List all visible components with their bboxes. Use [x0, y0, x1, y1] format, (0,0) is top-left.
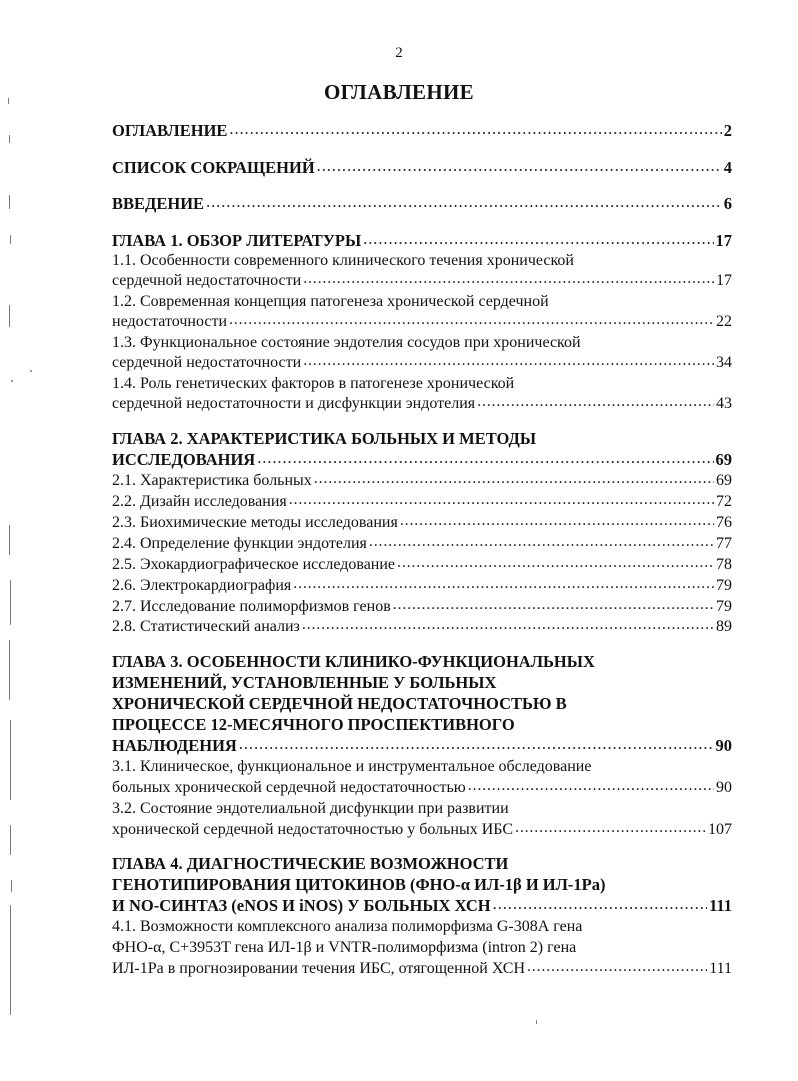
toc-entry-1-1[interactable]	[112, 271, 732, 291]
toc-entry-text: ВВЕДЕНИЕ	[112, 194, 205, 213]
toc-entry-3-2-line1[interactable]	[112, 799, 732, 819]
toc-entry-text: ФНО-α, C+3953T гена ИЛ-1β и VNTR-полиморфизма (intron 2) гена	[112, 939, 577, 956]
dot-leader	[303, 269, 714, 289]
toc-entry-text: НАБЛЮДЕНИЯ	[112, 736, 237, 755]
toc-entry-text: 4.1. Возможности комплексного анализа полиморфизма G-308А гена	[112, 918, 583, 935]
toc-entry-text: 2.3. Биохимические методы исследования	[112, 514, 398, 531]
scan-mark	[30, 370, 32, 372]
toc-entry-2-6[interactable]	[112, 576, 732, 596]
toc-title: ОГЛАВЛЕНИЕ	[324, 80, 474, 104]
toc-entry-3-2[interactable]	[112, 820, 732, 840]
scan-mark	[11, 880, 12, 892]
toc-page-number: 22	[716, 313, 732, 330]
toc-entry-text: ИЛ-1Ра в прогнозировании течения ИБС, отягощенной ХСН	[112, 960, 525, 977]
toc-page-number: 4	[723, 158, 732, 177]
toc-entry-text: ХРОНИЧЕСКОЙ СЕРДЕЧНОЙ НЕДОСТАТОЧНОСТЬЮ В	[112, 694, 567, 713]
dot-leader	[397, 553, 714, 573]
dot-leader	[393, 595, 714, 615]
dot-leader	[527, 957, 707, 977]
toc-page-number: 79	[716, 598, 732, 615]
scan-mark	[9, 640, 10, 700]
toc-entry-chapter-4-line1[interactable]	[112, 854, 732, 874]
toc-entry-text: 2.6. Электрокардиография	[112, 577, 292, 594]
toc-entry-text: ИССЛЕДОВАНИЯ	[112, 450, 256, 469]
toc-entry-text: 3.2. Состояние эндотелиальной дисфункции при развитии	[112, 800, 509, 817]
toc-entry-text: ОГЛАВЛЕНИЕ	[112, 121, 228, 140]
toc-page-number: 17	[716, 272, 732, 289]
toc-entry-chapter-3-line3[interactable]	[112, 694, 732, 714]
toc-page-number: 34	[716, 354, 732, 371]
toc-page-number: 72	[716, 493, 732, 510]
toc-entry-2-8[interactable]	[112, 617, 732, 637]
toc-entry-text: сердечной недостаточности	[112, 354, 302, 371]
toc-page-number: 2	[723, 121, 732, 140]
toc-page-number: 111	[709, 960, 732, 977]
dot-leader	[477, 392, 714, 412]
toc-entry-chapter-3-line4[interactable]	[112, 715, 732, 735]
toc-entry-contents[interactable]	[112, 121, 732, 141]
toc-entry-4-1-line1[interactable]	[112, 917, 732, 937]
scan-mark	[10, 580, 11, 625]
toc-entry-chapter-3-line1[interactable]	[112, 652, 732, 672]
toc-page-number: 90	[716, 779, 732, 796]
toc-entry-4-1[interactable]	[112, 959, 732, 979]
toc-entry-chapter-2[interactable]	[112, 450, 732, 470]
toc-page-number: 90	[715, 736, 732, 755]
toc-entry-text: ГЕНОТИПИРОВАНИЯ ЦИТОКИНОВ (ФНО-α ИЛ-1β И ИЛ-1Ра)	[112, 875, 606, 894]
toc-page-number: 107	[708, 821, 732, 838]
toc-page-number: 77	[716, 535, 732, 552]
toc-entry-chapter-3[interactable]	[112, 736, 732, 756]
toc-page-number: 69	[715, 450, 732, 469]
scan-mark	[10, 720, 11, 800]
toc-entry-text: ГЛАВА 4. ДИАГНОСТИЧЕСКИЕ ВОЗМОЖНОСТИ	[112, 854, 509, 873]
toc-page-number: 17	[715, 231, 732, 250]
toc-entry-2-4[interactable]	[112, 534, 732, 554]
toc-entry-text: больных хронической сердечной недостаточностью	[112, 779, 466, 796]
toc-entry-3-1-line1[interactable]	[112, 757, 732, 777]
dot-leader	[229, 119, 721, 139]
dot-leader	[400, 511, 714, 531]
toc-entry-1-2[interactable]	[112, 312, 732, 332]
toc-entry-text: 1.2. Современная концепция патогенеза хронической сердечной	[112, 293, 549, 310]
toc-page-number: 79	[716, 577, 732, 594]
toc-entry-chapter-4-line2[interactable]	[112, 875, 732, 895]
toc-page-number: 78	[716, 556, 732, 573]
toc-entry-text: 1.4. Роль генетических факторов в патогенезе хронической	[112, 375, 515, 392]
toc-entry-introduction[interactable]	[112, 194, 732, 214]
toc-entry-chapter-2-line1[interactable]	[112, 429, 732, 449]
toc-page-number: 6	[723, 194, 732, 213]
scan-mark	[10, 825, 11, 855]
toc-entry-2-3[interactable]	[112, 513, 732, 533]
toc-entry-text: 2.5. Эхокардиографическое исследование	[112, 556, 396, 573]
toc-entry-text: 2.1. Характеристика больных	[112, 472, 312, 489]
toc-entry-text: ГЛАВА 1. ОБЗОР ЛИТЕРАТУРЫ	[112, 231, 362, 250]
toc-entry-chapter-4[interactable]	[112, 896, 732, 916]
dot-leader	[303, 351, 714, 371]
toc-page-number: 43	[716, 395, 732, 412]
toc-page-number: 89	[716, 618, 732, 635]
dot-leader	[229, 310, 714, 330]
toc-entry-text: недостаточности	[112, 313, 227, 330]
dot-leader	[493, 894, 707, 914]
scan-mark	[10, 905, 11, 1015]
toc-entry-1-3-line1[interactable]	[112, 333, 732, 353]
toc-entry-text: ИЗМЕНЕНИЙ, УСТАНОВЛЕННЫЕ У БОЛЬНЫХ	[112, 673, 497, 692]
toc-entry-text: 2.7. Исследование полиморфизмов генов	[112, 598, 391, 615]
toc-page-number: 111	[709, 896, 732, 915]
toc-entry-1-3[interactable]	[112, 353, 732, 373]
scan-mark	[9, 135, 10, 143]
toc-entry-text: 2.8. Статистический анализ	[112, 618, 300, 635]
scan-mark	[536, 1020, 537, 1024]
toc-entry-text: сердечной недостаточности и дисфункции эндотелия	[112, 395, 476, 412]
toc-entry-2-1[interactable]	[112, 471, 732, 491]
toc-entry-2-5[interactable]	[112, 555, 732, 575]
toc-entry-text: 2.2. Дизайн исследования	[112, 493, 287, 510]
toc-entry-1-2-line1[interactable]	[112, 292, 732, 312]
dot-leader	[293, 574, 714, 594]
toc-entry-1-4-line1[interactable]	[112, 374, 732, 394]
toc-entry-chapter-1[interactable]	[112, 231, 732, 251]
scan-mark	[8, 98, 9, 104]
toc-entry-text: ПРОЦЕССЕ 12-МЕСЯЧНОГО ПРОСПЕКТИВНОГО	[112, 715, 515, 734]
dot-leader	[317, 156, 722, 176]
page-number: 2	[395, 45, 403, 61]
toc-entry-text: ГЛАВА 2. ХАРАКТЕРИСТИКА БОЛЬНЫХ И МЕТОДЫ	[112, 429, 537, 448]
dot-leader	[206, 192, 722, 212]
scan-mark	[10, 235, 11, 244]
dot-leader	[302, 615, 714, 635]
scan-mark	[9, 305, 10, 327]
scan-mark	[9, 525, 10, 555]
dot-leader	[468, 776, 714, 796]
dot-leader	[239, 734, 714, 754]
toc-entry-4-1-line2[interactable]	[112, 938, 732, 958]
dot-leader	[363, 229, 713, 249]
scan-mark	[11, 380, 13, 382]
toc-page-number: 76	[716, 514, 732, 531]
dot-leader	[314, 469, 714, 489]
toc-entry-text: 3.1. Клиническое, функциональное и инструментальное обследование	[112, 758, 592, 775]
toc-entry-text: И NO-СИНТАЗ (eNOS И iNOS) У БОЛЬНЫХ ХСН	[112, 896, 491, 915]
toc-entry-text: 1.3. Функциональное состояние эндотелия сосудов при хронической	[112, 334, 581, 351]
toc-page-number: 69	[716, 472, 732, 489]
dot-leader	[369, 532, 714, 552]
toc-entry-text: 1.1. Особенности современного клинического течения хронической	[112, 252, 574, 269]
dot-leader	[257, 448, 713, 468]
toc-entry-text: хронической сердечной недостаточностью у больных ИБС	[112, 821, 514, 838]
toc-entry-chapter-3-line2[interactable]	[112, 673, 732, 693]
toc-entry-2-2[interactable]	[112, 492, 732, 512]
toc-entry-2-7[interactable]	[112, 597, 732, 617]
toc-entry-text: СПИСОК СОКРАЩЕНИЙ	[112, 158, 315, 177]
dot-leader	[289, 490, 714, 510]
toc-entry-text: ГЛАВА 3. ОСОБЕННОСТИ КЛИНИКО-ФУНКЦИОНАЛЬНЫХ	[112, 652, 595, 671]
toc-entry-text: сердечной недостаточности	[112, 272, 302, 289]
dot-leader	[515, 818, 706, 838]
toc-entry-3-1[interactable]	[112, 778, 732, 798]
toc-entry-text: 2.4. Определение функции эндотелия	[112, 535, 367, 552]
toc-entry-1-1-line1[interactable]	[112, 251, 732, 271]
toc-entry-abbreviations[interactable]	[112, 158, 732, 178]
scan-mark	[9, 195, 10, 209]
toc-entry-1-4[interactable]	[112, 394, 732, 414]
